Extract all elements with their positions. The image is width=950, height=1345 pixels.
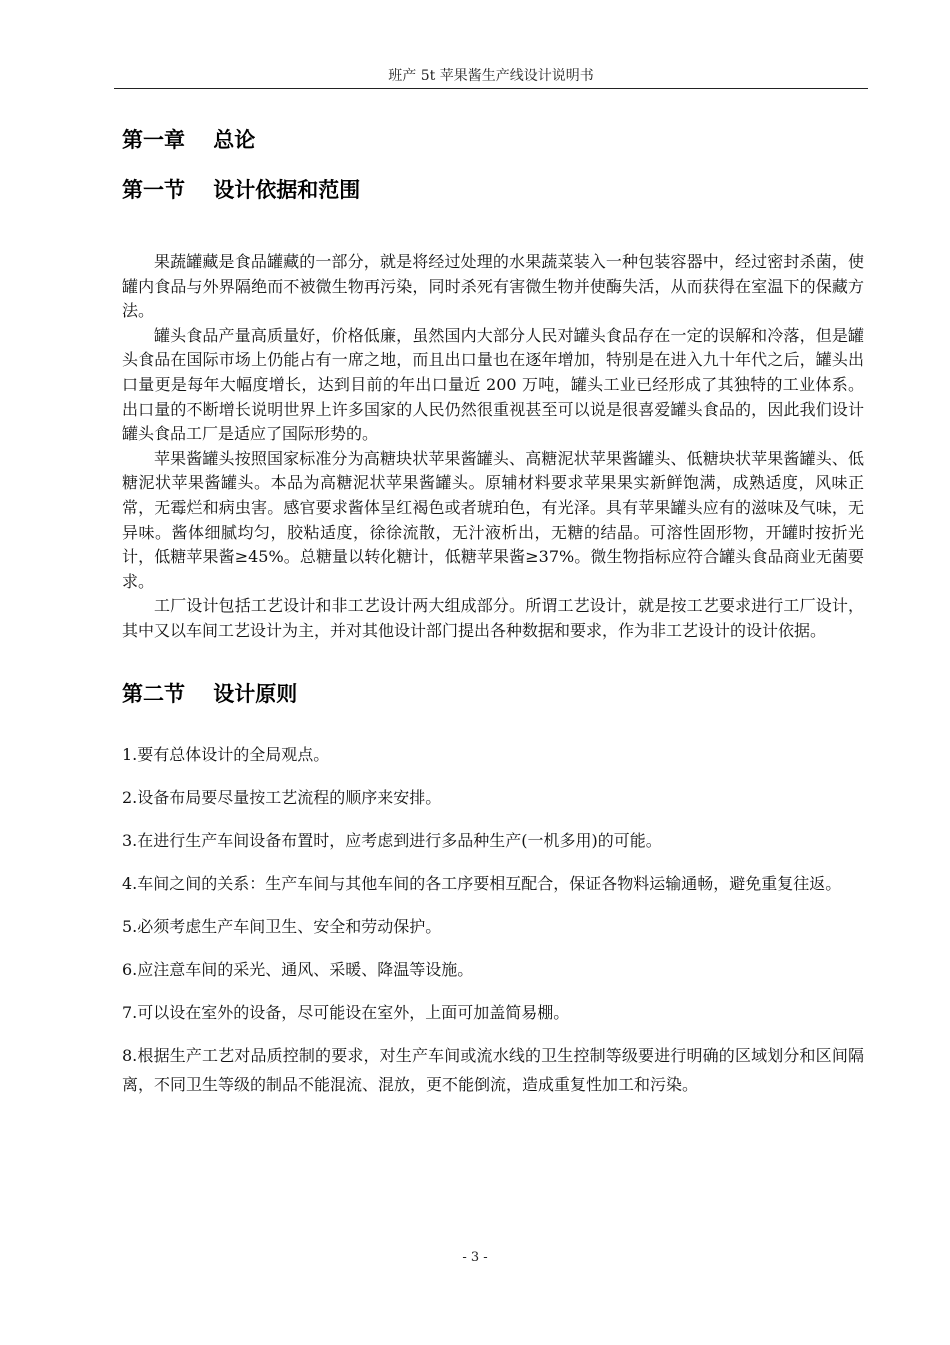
paragraph: 罐头食品产量高质量好，价格低廉，虽然国内大部分人民对罐头食品存在一定的误解和冷落，但是罐头食品在国际市场上仍能占有一席之地，而且出口量也在逐年增加，特别是在进入九十年代之后，罐头出口量更是每年大幅度增长，达到目前的年出口量近 200 万吨，罐头工业已经形成了其独特的工业体系。出口量的不断增长说明世界上许多国家的人民仍然很重视甚至可以说是很喜爱罐头食品的，因此我们设计罐头食品工厂是适应了国际形势的。 [122,325,864,444]
list-item: 8.根据生产工艺对品质控制的要求，对生产车间或流水线的卫生控制等级要进行明确的区域划分和区间隔离，不同卫生等级的制品不能混流、混放，更不能倒流，造成重复性加工和污染。 [122,1045,864,1094]
list-item: 1.要有总体设计的全局观点。 [122,744,330,764]
paragraph: 苹果酱罐头按照国家标准分为高糖块状苹果酱罐头、高糖泥状苹果酱罐头、低糖块状苹果酱罐头、低糖泥状苹果酱罐头。本品为高糖泥状苹果酱罐头。原辅材料要求苹果果实新鲜饱满，成熟适度，风味正常，无霉烂和病虫害。感官要求酱体呈红褐色或者琥珀色，有光泽。具有苹果罐头应有的滋味及气味，无异味。酱体细腻均匀，胶粘适度，徐徐流散，无汁液析出，无糖的结晶。可溶性固形物，开罐时按折光计，低糖苹果酱≥45%。总糖量以转化糖计，低糖苹果酱≥37%。微生物指标应符合罐头食品商业无菌要求。 [122,448,864,591]
page-header: 班产 5t 苹果酱生产线设计说明书 [114,64,868,89]
principles-list [122,740,864,1099]
chapter-title: 第一章 总论 [122,128,256,152]
section-title-1: 第一节 设计依据和范围 [122,178,361,202]
paragraph: 果蔬罐藏是食品罐藏的一部分，就是将经过处理的水果蔬菜装入一种包装容器中，经过密封杀菌，使罐内食品与外界隔绝而不被微生物再污染，同时杀死有害微生物并使酶失活，从而获得在室温下的保藏方法。 [122,252,864,321]
list-item: 5.必须考虑生产车间卫生、安全和劳动保护。 [122,916,442,936]
list-item: 6.应注意车间的采光、通风、采暖、降温等设施。 [122,959,474,979]
page-number: - 3 - [462,1250,488,1265]
list-item: 2.设备布局要尽量按工艺流程的顺序来安排。 [122,787,442,807]
section-1-body [122,250,864,644]
document-body [122,120,864,1113]
paragraph: 工厂设计包括工艺设计和非工艺设计两大组成部分。所谓工艺设计，就是按工艺要求进行工厂设计，其中又以车间工艺设计为主，并对其他设计部门提出各种数据和要求，作为非工艺设计的设计依据。 [122,596,864,640]
list-item: 7.可以设在室外的设备，尽可能设在室外，上面可加盖简易棚。 [122,1002,570,1022]
list-item: 4.车间之间的关系：生产车间与其他车间的各工序要相互配合，保证各物料运输通畅，避免重复往返。 [122,873,842,893]
section-title-2: 第二节 设计原则 [122,681,298,706]
list-item: 3.在进行生产车间设备布置时，应考虑到进行多品种生产(一机多用)的可能。 [122,830,662,850]
